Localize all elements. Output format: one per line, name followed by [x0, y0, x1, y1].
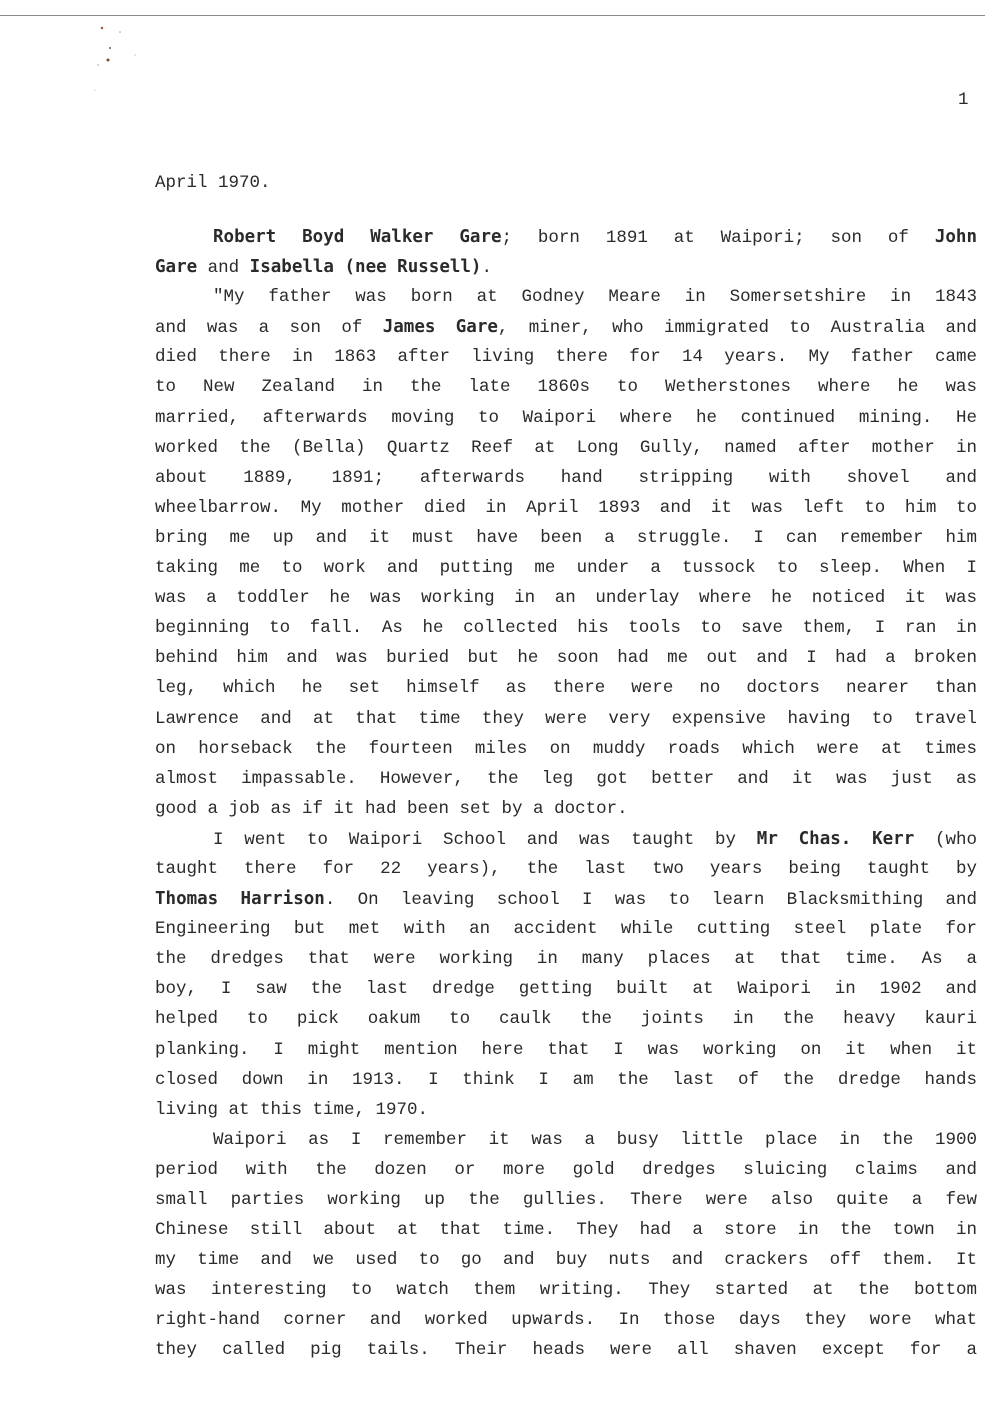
line-text: about 1889, 1891; afterwards hand stripping with shovel and — [155, 467, 977, 488]
text-line — [155, 342, 977, 372]
text-line — [155, 1185, 977, 1215]
line-text: behind him and was buried but he soon had me out and I had a broken — [155, 648, 977, 669]
text-line — [155, 854, 977, 884]
text-line — [155, 704, 977, 734]
line-text: boy, I saw the last dredge getting built at Waipori in 1902 and — [155, 979, 977, 1000]
text-line — [155, 372, 977, 402]
line-text: married, afterwards moving to Waipori where he continued mining. He — [155, 407, 977, 428]
line-text: "My father was born at Godney Meare in Somersetshire in 1843 — [213, 287, 977, 308]
line-text: died there in 1863 after living there for 14 years. My father came — [155, 347, 977, 368]
name-text: Isabella (nee Russell) — [249, 257, 482, 278]
text-line — [155, 583, 977, 613]
line-text: helped to pick oakum to caulk the joints in the heavy kauri — [155, 1009, 977, 1030]
name-text: Mr Chas. Kerr — [756, 828, 915, 849]
line-text: . On leaving school I was to learn Blacksmithing and — [324, 890, 977, 911]
text-line — [155, 282, 977, 312]
name-text: Robert Boyd Walker Gare — [213, 227, 502, 247]
line-text: to New Zealand in the late 1860s to Wetherstones where he was — [155, 377, 977, 398]
text-line — [155, 1245, 977, 1275]
line-text: on horseback the fourteen miles on muddy roads which were at times — [155, 738, 977, 759]
text-line — [155, 974, 977, 1004]
text-line — [155, 673, 977, 703]
letter-date: April 1970. — [155, 173, 271, 193]
line-text: taking me to work and putting me under a tussock to sleep. When I — [155, 558, 977, 579]
line-text: almost impassable. However, the leg got better and it was just as — [155, 768, 977, 789]
text-line — [155, 433, 977, 463]
text-line — [155, 734, 977, 764]
name-text: Thomas Harrison — [155, 889, 325, 910]
text-line — [155, 1275, 977, 1305]
line-text: wheelbarrow. My mother died in April 1893 and it was left to him to — [155, 497, 977, 518]
line-text: planking. I might mention here that I was working on it when it — [155, 1039, 977, 1060]
text-line — [155, 1155, 977, 1185]
line-text: Waipori as I remember it was a busy little place in the 1900 — [213, 1129, 977, 1150]
line-text: , miner, who immigrated to Australia and — [497, 318, 978, 339]
line-text: . — [481, 258, 492, 279]
line-text: was interesting to watch them writing. They started at the bottom — [155, 1280, 977, 1301]
text-line — [155, 914, 977, 944]
name-text: Gare — [155, 257, 198, 278]
text-line — [155, 553, 977, 583]
line-text: Engineering but met with an accident while cutting steel plate for — [155, 919, 977, 940]
line-text: bring me up and it must have been a struggle. I can remember him — [155, 527, 977, 548]
line-text: closed down in 1913. I think I am the last of the dredge hands — [155, 1069, 977, 1090]
text-line — [155, 613, 977, 643]
line-text: and was a son of — [155, 318, 383, 339]
text-line — [155, 312, 977, 342]
line-text: period with the dozen or more gold dredges sluicing claims and — [155, 1159, 977, 1180]
line-text: good a job as if it had been set by a doctor. — [155, 798, 628, 819]
text-line — [155, 523, 977, 553]
text-line — [155, 944, 977, 974]
line-text: worked the (Bella) Quartz Reef at Long Gully, named after mother in — [155, 437, 977, 458]
line-text: Lawrence and at that time they were very expensive having to travel — [155, 708, 977, 729]
text-line — [155, 1065, 977, 1095]
line-text: taught there for 22 years), the last two years being taught by — [155, 858, 977, 879]
text-line — [155, 252, 977, 282]
text-line — [155, 794, 977, 824]
text-line — [155, 1305, 977, 1335]
line-text: right-hand corner and worked upwards. In those days they wore what — [155, 1310, 977, 1331]
text-line — [155, 463, 977, 493]
text-line — [155, 643, 977, 673]
line-text: was a toddler he was working in an underlay where he noticed it was — [155, 588, 977, 609]
text-line — [155, 1095, 977, 1125]
text-line — [155, 1035, 977, 1065]
line-text: I went to Waipori School and was taught by — [213, 829, 757, 850]
line-text: Chinese still about at that time. They had a store in the town in — [155, 1220, 977, 1241]
line-text: small parties working up the gullies. There were also quite a few — [155, 1190, 977, 1210]
line-text: living at this time, 1970. — [155, 1099, 429, 1120]
text-line — [155, 1335, 977, 1365]
line-text: leg, which he set himself as there were no doctors nearer than — [155, 678, 977, 699]
name-text: James Gare — [382, 317, 498, 338]
top-rule — [0, 15, 985, 16]
line-text: ; born 1891 at Waipori; son of — [501, 228, 935, 248]
line-text: they called pig tails. Their heads were all shaven except for a — [155, 1340, 977, 1361]
text-line — [155, 403, 977, 433]
line-text: the dredges that were working in many places at that time. As a — [155, 949, 977, 970]
line-text: and — [197, 258, 250, 279]
text-line — [155, 824, 977, 854]
text-line — [155, 222, 977, 252]
line-text: beginning to fall. As he collected his tools to save them, I ran in — [155, 618, 977, 639]
text-line — [155, 764, 977, 794]
scan-specks — [90, 20, 160, 100]
line-text: (who — [914, 829, 978, 850]
text-line — [155, 884, 977, 914]
text-line — [155, 1125, 977, 1155]
page-number: 1 — [958, 90, 969, 110]
text-line — [155, 493, 977, 523]
name-text: John — [934, 227, 977, 247]
memoir-text — [155, 222, 977, 1366]
text-line — [155, 1004, 977, 1034]
line-text: my time and we used to go and buy nuts and crackers off them. It — [155, 1250, 977, 1271]
text-line — [155, 1215, 977, 1245]
